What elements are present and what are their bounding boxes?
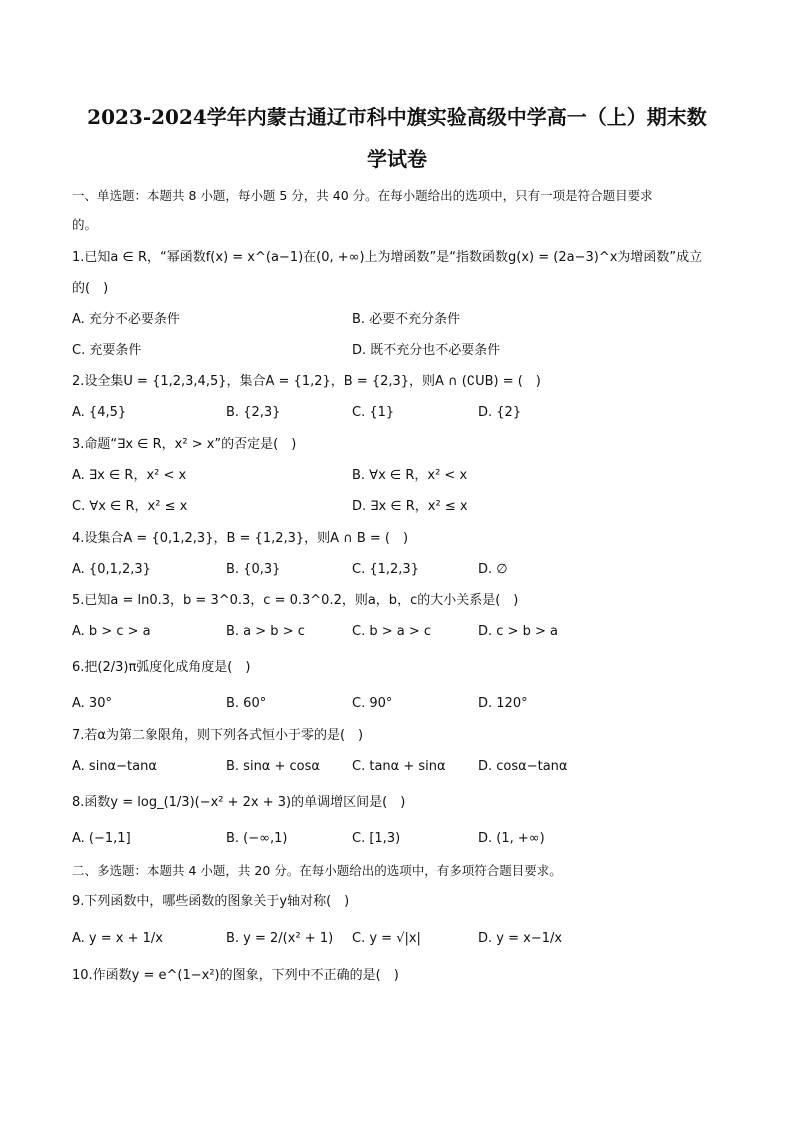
question-2-option-a: A. {4,5} [72,405,127,420]
question-8-option-a: A. (−1,1] [72,831,131,846]
question-6-option-c: C. 90° [352,696,393,711]
question-1-option-b: B. 必要不充分条件 [352,312,461,327]
question-8-option-c: C. [1,3) [352,831,401,846]
question-7-stem: 7.若α为第二象限角，则下列各式恒小于零的是( ) [72,728,364,743]
question-8-option-b: B. (−∞,1) [226,831,288,846]
question-6-stem: 6.把(2/3)π弧度化成角度是( ) [72,660,251,675]
exam-title-line-1: 2023-2024学年内蒙古通辽市科中旗实验高级中学高一（上）期末数 [87,105,707,129]
question-5-stem: 5.已知a = ln0.3，b = 3^0.3，c = 0.3^0.2，则a，b，c的大小关系是( ) [72,593,519,608]
question-9-option-a: A. y = x + 1/x [72,931,163,946]
question-9-option-b: B. y = 2/(x² + 1) [226,931,334,946]
question-10-stem: 10.作函数y = e^(1−x²)的图象，下列中不正确的是( ) [72,968,399,983]
question-7-option-a: A. sinα−tanα [72,759,157,774]
question-1-stem-cont: 的( ) [72,281,109,296]
question-3-option-c: C. ∀x ∈ R，x² ≤ x [72,499,188,514]
question-5-option-d: D. c > b > a [478,624,558,639]
section-2-heading: 二、多选题：本题共 4 小题，共 20 分。在每小题给出的选项中，有多项符合题目要求。 [72,863,562,878]
question-3-stem: 3.命题“∃x ∈ R，x² > x”的否定是( ) [72,437,297,452]
question-9-option-d: D. y = x−1/x [478,931,563,946]
question-3-option-b: B. ∀x ∈ R，x² < x [352,468,468,483]
question-4-option-b: B. {0,3} [226,562,281,577]
question-7-option-c: C. tanα + sinα [352,759,446,774]
question-9-stem: 9.下列函数中，哪些函数的图象关于y轴对称( ) [72,894,350,909]
question-4-stem: 4.设集合A = {0,1,2,3}，B = {1,2,3}，则A ∩ B = ( ) [72,531,409,546]
question-6-option-a: A. 30° [72,696,112,711]
section-1-heading-cont: 的。 [72,217,98,232]
question-4-option-c: C. {1,2,3} [352,562,419,577]
question-1-stem: 1.已知a ∈ R，“幂函数f(x) = x^(a−1)在(0, +∞)上为增函数”是“指数函数g(x) = (2a−3)^x为增函数”成立 [72,250,703,265]
question-8-option-d: D. (1, +∞) [478,831,545,846]
question-3-option-d: D. ∃x ∈ R，x² ≤ x [352,499,468,514]
question-1-option-a: A. 充分不必要条件 [72,312,180,327]
question-2-option-d: D. {2} [478,405,522,420]
question-2-option-c: C. {1} [352,405,395,420]
question-2-option-b: B. {2,3} [226,405,281,420]
question-4-option-d: D. ∅ [478,562,508,577]
exam-title-line-2: 学试卷 [367,147,427,171]
question-7-option-d: D. cosα−tanα [478,759,568,774]
question-5-option-c: C. b > a > c [352,624,432,639]
question-3-option-a: A. ∃x ∈ R，x² < x [72,468,187,483]
question-2-stem: 2.设全集U = {1,2,3,4,5}，集合A = {1,2}，B = {2,3}，则A ∩ (∁UB) = ( ) [72,374,541,389]
question-1-option-c: C. 充要条件 [72,343,142,358]
question-5-option-a: A. b > c > a [72,624,151,639]
question-5-option-b: B. a > b > c [226,624,305,639]
section-1-heading: 一、单选题：本题共 8 小题，每小题 5 分，共 40 分。在每小题给出的选项中，只有一项是符合题目要求 [72,188,653,203]
question-7-option-b: B. sinα + cosα [226,759,320,774]
question-6-option-b: B. 60° [226,696,267,711]
question-1-option-d: D. 既不充分也不必要条件 [352,343,501,358]
question-9-option-c: C. y = √|x| [352,931,421,946]
question-6-option-d: D. 120° [478,696,528,711]
question-4-option-a: A. {0,1,2,3} [72,562,151,577]
question-8-stem: 8.函数y = log_(1/3)(−x² + 2x + 3)的单调增区间是( ) [72,795,406,810]
